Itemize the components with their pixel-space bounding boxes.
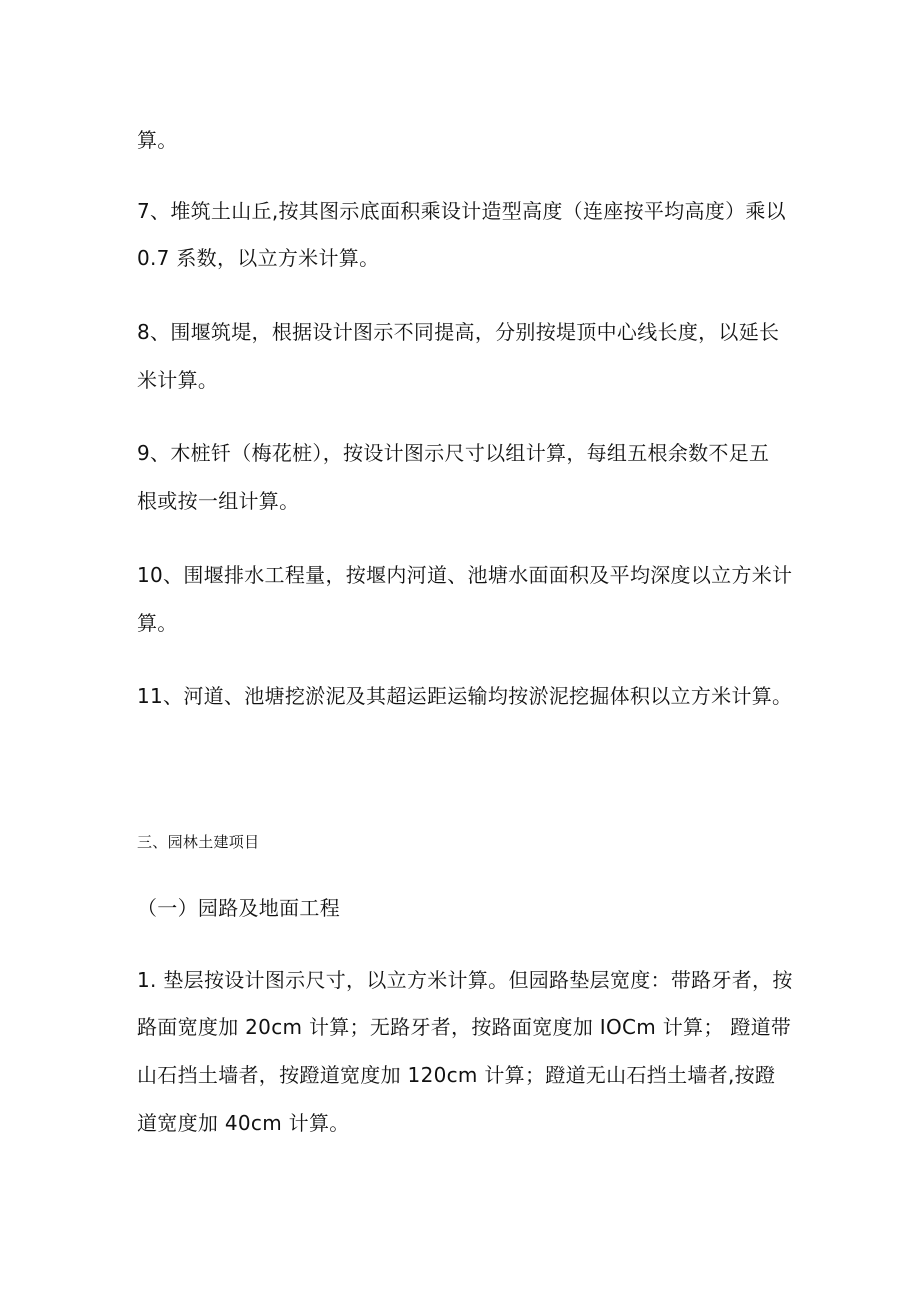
item-1-line-1: 1. 垫层按设计图示尺寸，以立方米计算。但园路垫层宽度：带路牙者，按: [137, 968, 793, 992]
item-10-line-2: 算。: [137, 611, 178, 635]
item-1-line-4: 道宽度加 40cm 计算。: [137, 1111, 350, 1135]
item-8-line-2: 米计算。: [137, 368, 219, 392]
item-7-line-2: 0.7 系数，以立方米计算。: [137, 246, 380, 270]
item-7-line-1: 7、堆筑土山丘,按其图示底面积乘设计造型高度（连座按平均高度）乘以: [137, 199, 786, 223]
item-11-line-1: 11、河道、池塘挖淤泥及其超运距运输均按淤泥挖掘体积以立方米计算。: [137, 684, 793, 708]
item-1-line-3: 山石挡土墙者，按蹬道宽度加 120cm 计算；蹬道无山石挡土墙者,按蹬: [137, 1063, 776, 1087]
subsection-heading: （一）园路及地面工程: [137, 896, 340, 920]
paragraph-line-1: 算。: [137, 128, 178, 152]
section-heading: 三、园林土建项目: [137, 833, 260, 851]
item-1-line-2: 路面宽度加 20cm 计算；无路牙者，按路面宽度加 IOCm 计算； 蹬道带: [137, 1015, 792, 1039]
item-9-line-2: 根或按一组计算。: [137, 489, 300, 513]
item-9-line-1: 9、木桩钎（梅花桩），按设计图示尺寸以组计算，每组五根余数不足五: [137, 441, 770, 465]
item-8-line-1: 8、围堰筑堤，根据设计图示不同提高，分别按堤顶中心线长度，以延长: [137, 320, 780, 344]
item-10-line-1: 10、围堰排水工程量，按堰内河道、池塘水面面积及平均深度以立方米计: [137, 563, 793, 587]
